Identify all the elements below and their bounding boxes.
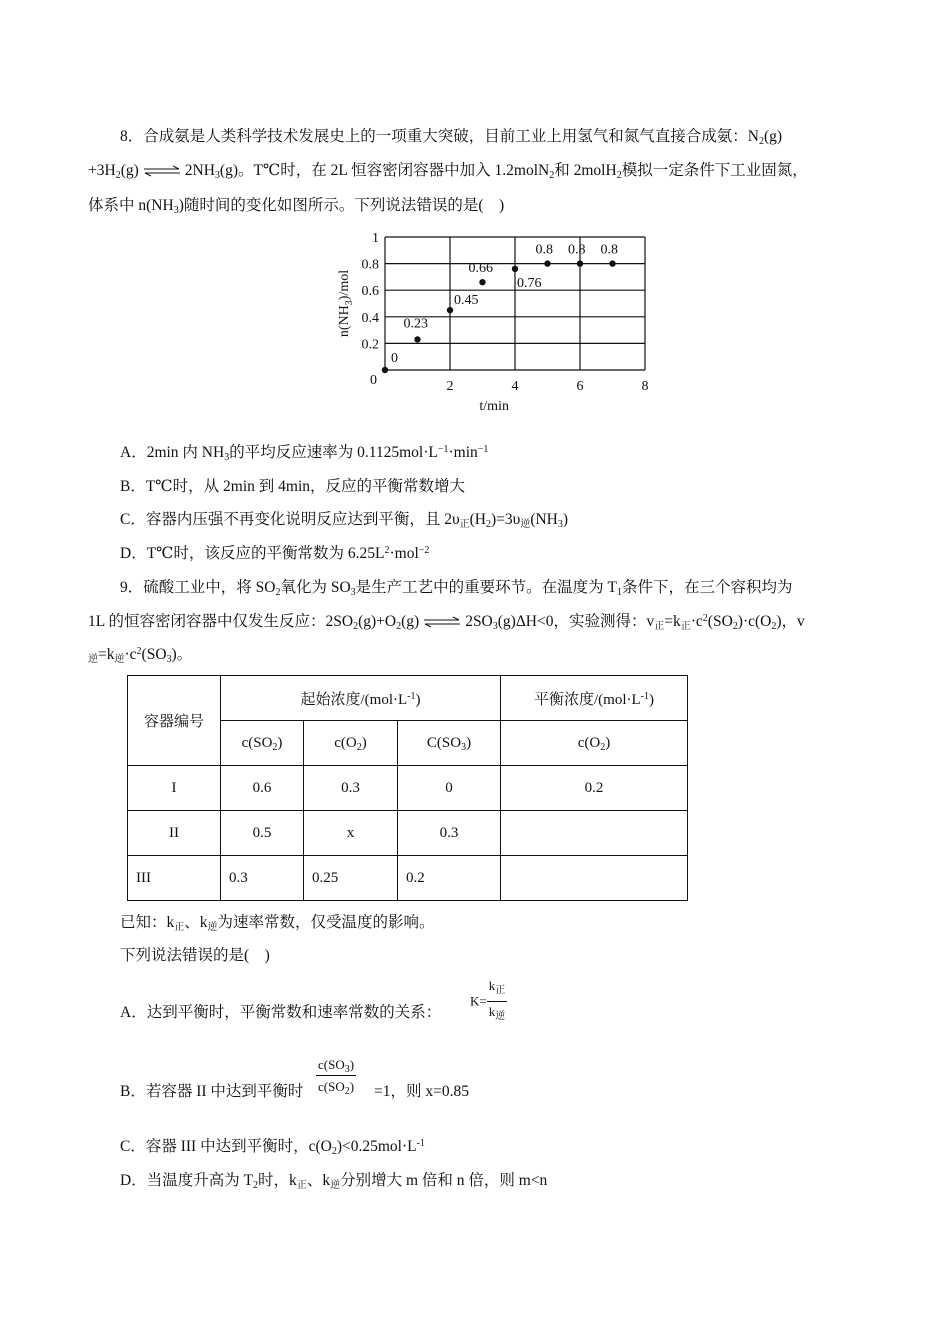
col-c-o2: $c(O_2)$ — [304, 721, 398, 766]
x-tick-label: 2 — [446, 379, 454, 394]
table-cell: 0 — [398, 766, 501, 811]
data-label: 0.76 — [517, 275, 542, 291]
table-cell: x — [304, 811, 398, 856]
q8-option-a[interactable]: A．2min 内 $NH_3$的平均反应速率为 $0.1125mol\cdot L^{-1}\cdot\min^{-1}$ — [120, 444, 489, 463]
y-axis-label: $n(NH_3)$/mol — [337, 269, 355, 338]
q9-option-b-fraction — [316, 1056, 356, 1095]
data-label: 0 — [391, 351, 398, 366]
data-point — [382, 367, 388, 373]
data-point — [447, 307, 453, 313]
header-start-conc: 起始浓度$/(mol\cdot L^{-1})$ — [221, 676, 501, 721]
q8-line3: 体系中 $n(NH_3)$随时间的变化如图所示。下列说法错误的是( ) — [88, 197, 505, 216]
table-row — [128, 811, 688, 856]
x-tick-label: 8 — [641, 379, 649, 394]
q8-option-d[interactable]: D．T℃时，该反应的平衡常数为 $6.25L^2\cdot mol^{-2}$ — [120, 545, 430, 562]
table-cell: III — [128, 856, 221, 901]
data-label: 0.66 — [468, 261, 493, 277]
data-point — [512, 266, 518, 272]
data-point — [479, 279, 485, 285]
data-label: 0.8 — [568, 242, 586, 258]
q8-line2: $+3H_2(g)$ $2NH_3(g)$。T℃时，在 2L 恒容密闭容器中加入 1.2molN$_2$和 2molH$_2$模拟一定条件下工业固氮， — [88, 162, 808, 181]
concentration-table — [127, 675, 688, 901]
table-row — [128, 856, 688, 901]
data-label: 0.8 — [535, 242, 553, 258]
x-axis-label: t/min — [479, 399, 509, 410]
conc-ratio-fraction: $\frac{c(SO_3)}{c(SO_2)}$ — [318, 1057, 355, 1097]
col-c-so3: $C(SO_3)$ — [398, 721, 501, 766]
col-eq-o2: $c(O_2)$ — [501, 721, 688, 766]
table-row — [128, 766, 688, 811]
q9-option-c[interactable]: C．容器 III 中达到平衡时，$c(O_2)<0.25mol\cdot L^{-1}$ — [120, 1138, 425, 1157]
data-point — [544, 260, 550, 266]
equilibrium-arrow-icon — [143, 165, 181, 177]
header-eq-conc: 平衡浓度$/(mol\cdot L^{-1})$ — [501, 676, 688, 721]
q9-line3: 逆=k逆$\cdot c^2(SO_3)$。 — [88, 646, 193, 665]
col-c-so2: $c(SO_2)$ — [221, 721, 304, 766]
data-label: 0.45 — [454, 293, 479, 309]
q9-option-a[interactable]: A．达到平衡时，平衡常数和速率常数的关系： — [120, 1004, 442, 1021]
table-cell: 0.3 — [221, 856, 304, 901]
q9-option-b[interactable]: B．若容器 II 中达到平衡时 — [120, 1083, 304, 1100]
y-tick-label: 0.8 — [361, 257, 379, 273]
data-label: 0.23 — [403, 316, 428, 332]
y-tick-label: 1 — [372, 231, 379, 246]
q8-option-c[interactable]: C．容器内压强不再变化说明反应达到平衡，且 2υ正$(H_2)=3\upsilon$逆$(NH_3)$ — [120, 511, 569, 530]
q8-option-b[interactable]: B．T℃时，从 2min 到 4min，反应的平衡常数增大 — [120, 478, 465, 495]
data-point — [609, 260, 615, 266]
table-cell: II — [128, 811, 221, 856]
table-cell: 0.5 — [221, 811, 304, 856]
x-tick-label: 6 — [576, 379, 584, 394]
q9-option-d[interactable]: D．当温度升高为 $T_2$时，k正、k逆分别增大 m 倍和 n 倍，则 m<n — [120, 1172, 548, 1191]
equilibrium-arrow-icon — [423, 616, 461, 628]
header-container: 容器编号 — [128, 676, 221, 766]
table-cell: 0.2 — [398, 856, 501, 901]
origin-label: 0 — [370, 373, 377, 388]
q9-option-a-formula: K= $\frac{k_正}{k_逆}$ — [470, 978, 507, 1025]
table-cell: I — [128, 766, 221, 811]
data-point — [577, 260, 583, 266]
table-cell — [501, 811, 688, 856]
q9-line2: 1L 的恒容密闭容器中仅发生反应：$2SO_2(g)+O_2(g)$ $2SO_3(g)\Delta H<0$，实验测得：v正=k正$\cdot c^2(SO_2)\cdot c(O_2)$，v — [88, 613, 805, 632]
table-cell: 0.3 — [398, 811, 501, 856]
q9-line1: 9．硫酸工业中，将 $SO_2$氧化为 $SO_3$是生产工艺中的重要环节。在温度为 $T_1$条件下，在三个容积均为 — [120, 579, 793, 598]
y-tick-label: 0.2 — [361, 337, 379, 353]
q8-line1: 8．合成氨是人类科学技术发展史上的一项重大突破，目前工业上用氢气和氮气直接合成氨：$N_2(g)$ — [120, 128, 783, 147]
k-ratio-fraction: $\frac{k_正}{k_逆}$ — [488, 978, 506, 1022]
y-tick-label: 0.6 — [361, 284, 379, 300]
table-cell: 0.25 — [304, 856, 398, 901]
table-cell: 0.2 — [501, 766, 688, 811]
q9-known: 已知：k正、k逆为速率常数，仅受温度的影响。 — [120, 914, 435, 933]
data-point — [414, 336, 420, 342]
table-cell — [501, 856, 688, 901]
table-cell: 0.6 — [221, 766, 304, 811]
nh3-time-chart — [330, 225, 660, 410]
x-tick-label: 4 — [511, 379, 519, 394]
q9-option-b-rest: =1，则 x=0.85 — [374, 1083, 469, 1100]
q9-ask: 下列说法错误的是( ) — [120, 947, 270, 964]
data-label: 0.8 — [600, 242, 618, 258]
y-tick-label: 0.4 — [361, 310, 379, 326]
table-cell: 0.3 — [304, 766, 398, 811]
